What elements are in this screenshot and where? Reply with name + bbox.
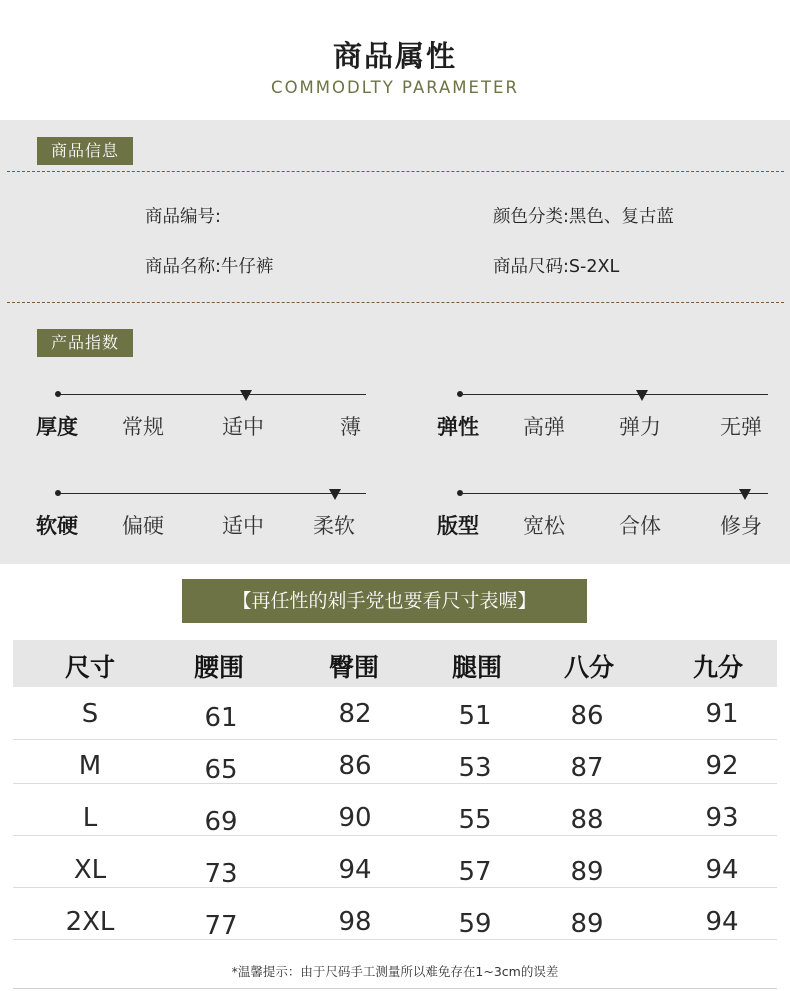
fit-indicator-icon xyxy=(739,489,751,500)
thickness-option: 适中 xyxy=(222,415,264,439)
table-cell: 94 xyxy=(705,855,739,885)
table-cell: 51 xyxy=(458,701,492,731)
table-cell: 88 xyxy=(570,805,604,835)
table-cell: 89 xyxy=(570,909,604,939)
thickness-indicator-icon xyxy=(240,390,252,401)
product-name-field xyxy=(145,253,273,278)
row-divider xyxy=(13,835,777,836)
table-cell: 89 xyxy=(570,857,604,887)
scale-start-dot xyxy=(55,490,61,496)
row-divider xyxy=(13,739,777,740)
size-field xyxy=(493,253,619,278)
table-cell: 86 xyxy=(338,751,372,781)
scale-start-dot xyxy=(457,391,463,397)
table-cell: 59 xyxy=(458,909,492,939)
product-name-value: 牛仔裤 xyxy=(220,257,274,277)
table-cell: 98 xyxy=(338,907,372,937)
size-label: 商品尺码: xyxy=(493,257,569,277)
column-header: 腿围 xyxy=(451,653,502,682)
thickness-option: 薄 xyxy=(340,415,361,439)
item-number-label: 商品编号: xyxy=(145,207,221,227)
table-cell: 94 xyxy=(705,907,739,937)
fit-option: 修身 xyxy=(720,514,762,538)
column-header: 九分 xyxy=(692,653,743,682)
softness-scale-line xyxy=(58,493,366,494)
table-cell: 90 xyxy=(338,803,372,833)
page-title: 商品属性 xyxy=(332,39,457,73)
table-cell: 61 xyxy=(204,703,238,733)
column-header: 尺寸 xyxy=(64,653,115,682)
color-label: 颜色分类: xyxy=(493,207,569,227)
elasticity-scale-line xyxy=(460,394,768,395)
table-cell: XL xyxy=(73,855,107,885)
fit-label: 版型 xyxy=(437,514,479,538)
fit-option: 宽松 xyxy=(523,514,565,538)
divider xyxy=(7,302,784,303)
product-index-tag: 产品指数 xyxy=(37,329,133,357)
table-cell: L xyxy=(82,803,98,833)
size-chart-banner: 【再任性的剁手党也要看尺寸表喔】 xyxy=(182,579,587,623)
table-cell: 55 xyxy=(458,805,492,835)
table-cell: 73 xyxy=(204,859,238,889)
table-cell: 77 xyxy=(204,911,238,941)
scale-start-dot xyxy=(55,391,61,397)
table-cell: 69 xyxy=(204,807,238,837)
elasticity-indicator-icon xyxy=(636,390,648,401)
row-divider xyxy=(13,939,777,940)
table-cell: 65 xyxy=(204,755,238,785)
elasticity-option: 无弹 xyxy=(720,415,762,439)
bottom-divider xyxy=(13,988,777,989)
thickness-option: 常规 xyxy=(122,415,164,439)
softness-label: 软硬 xyxy=(36,514,78,538)
softness-indicator-icon xyxy=(329,489,341,500)
softness-option: 偏硬 xyxy=(122,514,164,538)
table-cell: 82 xyxy=(338,699,372,729)
table-cell: 92 xyxy=(705,751,739,781)
thickness-label: 厚度 xyxy=(36,415,78,439)
elasticity-option: 弹力 xyxy=(619,415,661,439)
fit-option: 合体 xyxy=(619,514,661,538)
row-divider xyxy=(13,783,777,784)
column-header: 腰围 xyxy=(193,653,244,682)
page-subtitle: COMMODLTY PARAMETER xyxy=(271,78,519,97)
table-cell: 87 xyxy=(570,753,604,783)
measurement-note: *温馨提示：由于尺码手工测量所以难免存在1~3cm的误差 xyxy=(231,964,559,979)
color-field xyxy=(493,203,674,228)
table-cell: 91 xyxy=(705,699,739,729)
softness-option: 适中 xyxy=(222,514,264,538)
size-value: S-2XL xyxy=(568,257,620,277)
thickness-scale-line xyxy=(58,394,366,395)
table-cell: 2XL xyxy=(65,907,115,937)
table-cell: 57 xyxy=(458,857,492,887)
table-cell: M xyxy=(78,751,102,781)
table-cell: S xyxy=(81,699,99,729)
column-header: 八分 xyxy=(563,653,614,682)
table-cell: 93 xyxy=(705,803,739,833)
product-info-tag: 商品信息 xyxy=(37,137,133,165)
row-divider xyxy=(13,887,777,888)
column-header: 臀围 xyxy=(328,653,379,682)
color-value: 黑色、复古蓝 xyxy=(568,207,674,227)
elasticity-label: 弹性 xyxy=(437,415,479,439)
table-cell: 86 xyxy=(570,701,604,731)
softness-option: 柔软 xyxy=(313,514,355,538)
fit-scale-line xyxy=(460,493,768,494)
scale-start-dot xyxy=(457,490,463,496)
table-cell: 53 xyxy=(458,753,492,783)
product-name-label: 商品名称: xyxy=(145,257,221,277)
table-cell: 94 xyxy=(338,855,372,885)
elasticity-option: 高弹 xyxy=(523,415,565,439)
divider xyxy=(7,171,784,172)
